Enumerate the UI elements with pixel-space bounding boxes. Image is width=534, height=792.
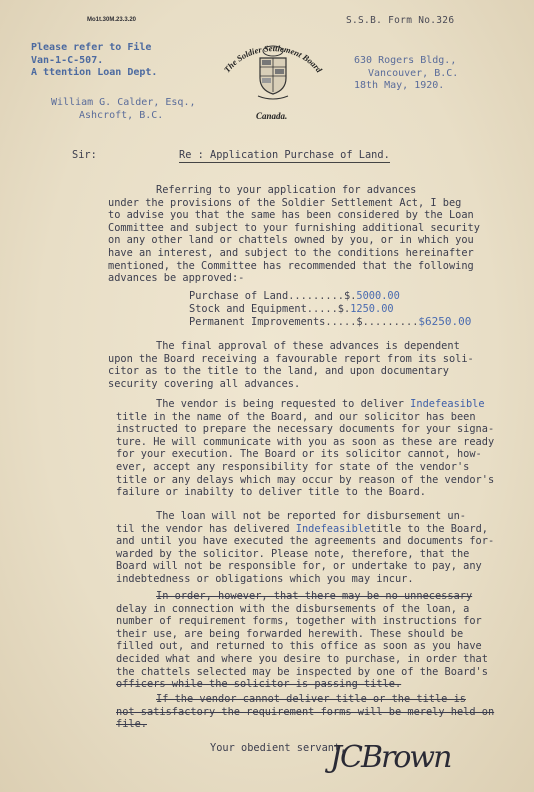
text-line: their use, are being forwarded herewith. These should be (116, 627, 464, 640)
struck-line: If the vendor cannot deliver title or the title is (156, 693, 466, 705)
text-line: instructed to prepare the necessary documents for your signa- (116, 423, 495, 436)
text-run: til the vendor has delivered (116, 522, 296, 535)
seal-arc-text: The Soldier Settlement Board (221, 43, 325, 75)
text-line: title in the name of the Board, and our solicitor has been (116, 410, 476, 423)
text-line: ture. He will communicate with you as soon as these are ready (116, 435, 495, 448)
text-line: warded by the solicitor. Please note, therefore, that the (116, 547, 470, 560)
sender-address (354, 55, 458, 93)
text-line: and until you have executed the agreements and documents for- (116, 535, 495, 548)
text-run: title to the Board, (370, 522, 488, 535)
text-line: on any other land or chattels owned by you, or in which you (108, 234, 474, 247)
text-line: Referring to your application for advances (156, 184, 417, 196)
text-line: the chattels selected may be inspected by one of the Board's (116, 665, 488, 678)
text-run: The vendor is being requested to deliver (156, 398, 411, 410)
text-line: Board will not be responsible for, or undertake to pay, any (116, 560, 482, 573)
text-line: title or any delays which may occur by reason of the vendor's (116, 473, 495, 486)
file-reference (31, 42, 157, 80)
board-seal (198, 36, 348, 116)
text-line: mentioned, the Committee has recommended that the following (108, 259, 474, 272)
text-line: The loan will not be reported for disbursement un- (156, 510, 466, 522)
paragraph-vendor (116, 398, 494, 499)
text-line: The final approval of these advances is dependent (156, 340, 460, 352)
advance-row: Stock and Equipment.....$.1250.00 (189, 302, 394, 315)
closing-line: Your obedient servant, (210, 742, 347, 754)
paragraph-approval (108, 340, 474, 390)
text-line: filled out, and returned to this office as soon as you have (116, 640, 482, 653)
address-line: Vancouver, B.C. (368, 67, 459, 79)
text-line: have an interest, and subject to the conditions hereinafter (108, 246, 474, 259)
advances-total: $6250.00 (418, 314, 472, 328)
struck-line: not satisfactory the requirement forms will be merely held on (116, 705, 495, 718)
text-line: number of requirement forms, together with instructions for (116, 615, 482, 628)
form-number: S.S.B. Form No.326 (346, 15, 455, 26)
letter-date: 18th May, 1920. (354, 80, 445, 91)
struck-line: file. (116, 718, 147, 731)
address-line: 630 Rogers Bldg., (354, 55, 457, 66)
text-line: failure or inabilty to deliver title to the Board. (116, 486, 426, 499)
signature: JCBrown (330, 740, 451, 775)
advance-row: Purchase of Land.........$.5000.00 (189, 290, 400, 302)
paragraph-struck (116, 693, 494, 731)
text-line: under the provisions of the Soldier Settlement Act, I beg (108, 196, 462, 209)
struck-line: officers while the solicitor is passing title. (116, 678, 402, 691)
refer-line: Van-1-C-507. (31, 54, 104, 66)
salutation: Sir: (72, 149, 97, 161)
subject-line (179, 149, 390, 162)
text-line (116, 398, 494, 411)
advance-row: Permanent Improvements.....$.........$6250.00 (189, 314, 472, 328)
text-line: citor as to the title to the land, and upon documentary (108, 365, 449, 378)
text-line: delay in connection with the disbursements of the loan, a (116, 602, 470, 615)
currency-sign: $ (337, 302, 344, 315)
text-line: Committee and subject to your furnishing additional security (108, 221, 480, 234)
text-line (116, 523, 494, 536)
refer-line: A ttention Loan Dept. (31, 67, 158, 78)
country-label: Canada. (256, 111, 288, 121)
advance-amount: 1250.00 (350, 302, 394, 315)
advance-label: Purchase of Land (189, 290, 289, 302)
text-line: decided what and where you desire to purchase, in order that (116, 652, 488, 665)
currency-sign: $ (344, 290, 351, 302)
paragraph-loan (116, 510, 494, 586)
recipient-name: William G. Calder, Esq., (51, 97, 196, 108)
recipient-block (51, 97, 196, 122)
refer-line: Please refer to File (31, 42, 152, 53)
advance-amount: 5000.00 (356, 290, 400, 302)
recipient-location: Ashcroft, B.C. (79, 109, 164, 121)
text-line: indebtedness or obligations which you may incur. (116, 572, 414, 585)
advance-label: Permanent Improvements (189, 315, 326, 328)
text-line: upon the Board receiving a favourable report from its soli- (108, 352, 474, 365)
highlight-word: Indefeasible (295, 522, 371, 535)
advances-table (189, 290, 471, 328)
paragraph-intro (108, 184, 480, 285)
subject-text: Re : Application Purchase of Land. (179, 149, 390, 161)
highlight-word: Indefeasible (410, 398, 485, 410)
struck-line: In order, however, that there may be no unnecessary (156, 590, 473, 602)
print-code: Mo1t.30M.23.3.20 (87, 17, 137, 23)
text-line: for your execution. The Board or its solicitor cannot, how- (116, 448, 482, 461)
text-line: ever, accept any responsibility for state of the vendor's (116, 460, 470, 473)
text-line: to advise you that the same has been considered by the Loan (108, 209, 474, 222)
text-line: security covering all advances. (108, 377, 301, 390)
currency-sign: $ (356, 315, 363, 328)
text-line: advances be approved:- (108, 272, 245, 285)
advance-label: Stock and Equipment (189, 302, 307, 315)
paragraph-requirements (116, 590, 488, 691)
